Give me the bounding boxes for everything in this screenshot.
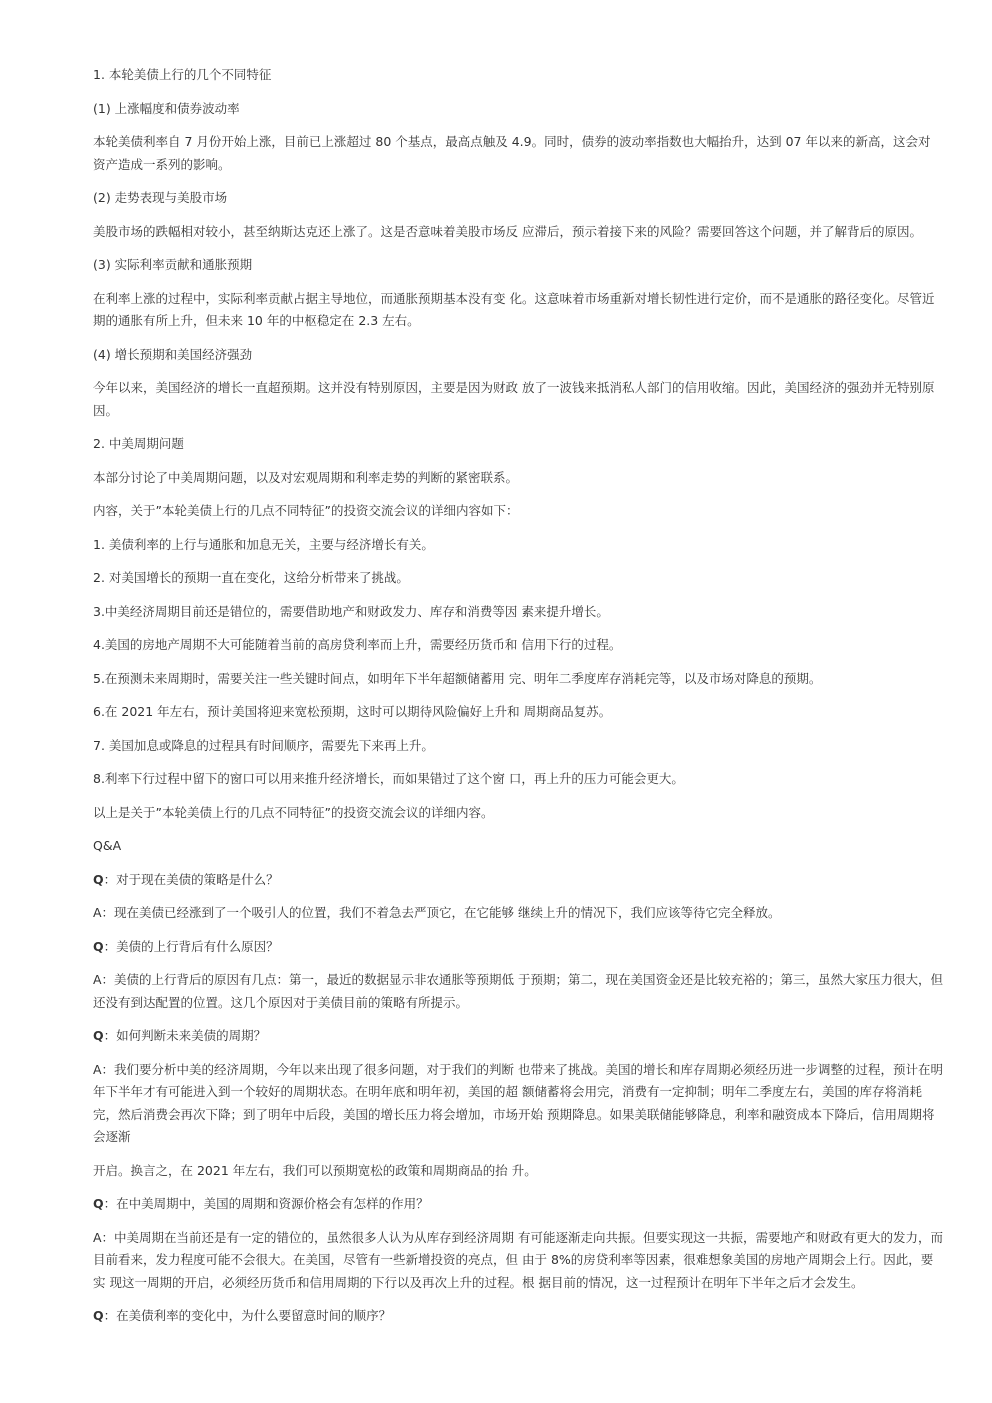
list-item: 3.中美经济周期目前还是错位的，需要借助地产和财政发力、库存和消费等因 素来提升增长。 (93, 603, 609, 619)
paragraph: 在利率上涨的过程中，实际利率贡献占据主导地位，而通胀预期基本没有变 化。这意味着市场重新对增长韧性进行定价，而不是通胀的路径变化。尽管近 期的通胀有所上升，但未来 10 年的中枢稳定在 2.3 左右。 (93, 290, 935, 328)
question-text: ：如何判断未来美债的周期？ (103, 1028, 267, 1043)
list-item: 1. 美债利率的上行与通胀和加息无关，主要与经济增长有关。 (93, 536, 434, 552)
question-text: ：对于现在美债的策略是什么？ (103, 871, 279, 887)
heading-section-2: 2. 中美周期问题 (93, 436, 184, 451)
paragraph: 今年以来，美国经济的增长一直超预期。这并没有特别原因，主要是因为财政 放了一波钱来抵消私人部门的信用收缩。因此，美国经济的强劲并无特别原 因。 (93, 380, 935, 418)
question-text: ：在美债利率的变化中，为什么要留意时间的顺序？ (103, 1308, 392, 1323)
answer: A：现在美债已经涨到了一个吸引人的位置，我们不着急去严顶它，在它能够 继续上升的情况下，我们应该等待它完全释放。 (93, 905, 781, 920)
document-body (93, 64, 945, 1339)
answer-continued: 开启。换言之，在 2021 年左右，我们可以预期宽松的政策和周期商品的抬 升。 (93, 1162, 537, 1178)
subheading-3: (3) 实际利率贡献和通胀预期 (93, 257, 253, 272)
question (93, 936, 945, 959)
question-text: ：在中美周期中，美国的周期和资源价格会有怎样的作用？ (103, 1196, 429, 1211)
question (93, 1025, 945, 1048)
heading-section-1: 1. 本轮美债上行的几个不同特征 (93, 67, 272, 82)
list-item: 6.在 2021 年左右，预计美国将迎来宽松预期，这时可以期待风险偏好上升和 周期商品复苏。 (93, 704, 612, 719)
list-item: 2. 对美国增长的预期一直在变化，这给分析带来了挑战。 (93, 570, 409, 585)
question (93, 1305, 945, 1328)
subheading-4: (4) 增长预期和美国经济强劲 (93, 346, 253, 362)
list-item: 8.利率下行过程中留下的窗口可以用来推升经济增长，而如果错过了这个窗 口，再上升的压力可能会更大。 (93, 771, 684, 786)
paragraph: 美股市场的跌幅相对较小，甚至纳斯达克还上涨了。这是否意味着美股市场反 应滞后，预示着接下来的风险？需要回答这个问题，并了解背后的原因。 (93, 223, 922, 239)
question-text: ：美债的上行背后有什么原因？ (103, 938, 279, 954)
subheading-1: (1) 上涨幅度和债券波动率 (93, 100, 240, 116)
question-mark: Q (93, 1196, 104, 1211)
list-item: 5.在预测未来周期时，需要关注一些关键时间点，如明年下半年超额储蓄用 完、明年二季度库存消耗完等，以及市场对降息的预期。 (93, 670, 822, 686)
question-mark: Q (93, 938, 104, 954)
list-item: 4.美国的房地产周期不大可能随着当前的高房贷利率而上升，需要经历货币和 信用下行的过程。 (93, 637, 622, 652)
question-mark: Q (93, 871, 104, 887)
subheading-2: (2) 走势表现与美股市场 (93, 190, 228, 205)
answer: A：我们要分析中美的经济周期，今年以来出现了很多问题，对于我们的判断 也带来了挑战。美国的增长和库存周期必须经历进一步调整的过程，预计在明 年下半年才有可能进入到一个较好的周期状态。在明年底和明年初，美国的超 额储蓄将会用完，消费有一定抑制；明年二季度左右，美国的库存将消耗完，然后消费会再次下降；到了明年中后段，美国的增长压力将会增加，市场开始 预期降息。如果美联储能够降息，利率和融资成本下降后，信用周期将会逐渐 (93, 1061, 944, 1144)
paragraph: 以上是关于”本轮美债上行的几点不同特征”的投资交流会议的详细内容。 (93, 804, 494, 820)
question-mark: Q (93, 1028, 104, 1043)
question (93, 869, 945, 892)
answer: A：中美周期在当前还是有一定的错位的，虽然很多人认为从库存到经济周期 有可能逐渐走向共振。但要实现这一共振，需要地产和财政有更大的发力，而 目前看来，发力程度可能不会很大。在美国，尽管有一些新增投资的亮点，但 由于 8%的房贷利率等因素，很难想象美国的房地产周期会上行。因此，要实 现这一周期的开启，必须经历货币和信用周期的下行以及再次上升的过程。根 据目前的情况，这一过程预计在明年下半年之后才会发生。 (93, 1229, 944, 1290)
question-mark: Q (93, 1308, 104, 1323)
answer: A：美债的上行背后的原因有几点：第一，最近的数据显示非农通胀等预期低 于预期；第二，现在美国资金还是比较充裕的；第三，虽然大家压力很大，但 还没有到达配置的位置。这几个原因对于美债目前的策略有所提示。 (93, 972, 944, 1010)
paragraph: 内容，关于”本轮美债上行的几点不同特征”的投资交流会议的详细内容如下： (93, 503, 519, 518)
qa-heading: Q&A (93, 838, 122, 853)
list-item: 7. 美国加息或降息的过程具有时间顺序，需要先下来再上升。 (93, 737, 434, 753)
paragraph: 本轮美债利率自 7 月份开始上涨，目前已上涨超过 80 个基点，最高点触及 4.9。同时，债券的波动率指数也大幅抬升，达到 07 年以来的新高，这会对 资产造成一系列的影响。 (93, 134, 931, 172)
paragraph: 本部分讨论了中美周期问题，以及对宏观周期和利率走势的判断的紧密联系。 (93, 469, 519, 485)
question (93, 1193, 945, 1216)
